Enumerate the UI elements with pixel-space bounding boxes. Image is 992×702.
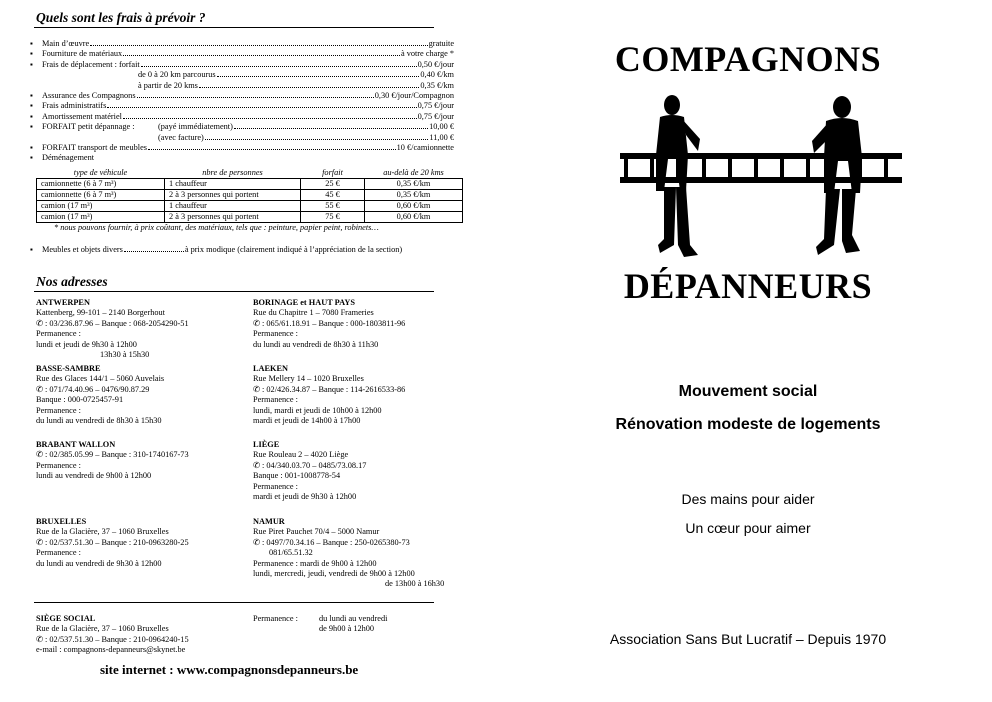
moving-table	[36, 168, 463, 223]
website-link[interactable]: site internet : www.compagnonsdepanneurs.be	[100, 662, 359, 677]
fee-item: de 0 à 20 km parcourus 0,40 €/km	[138, 70, 454, 80]
ladder-carriers-illustration	[620, 95, 902, 271]
ladder-carriers-icon	[620, 95, 902, 271]
address-bruxelles: BRUXELLES Rue de la Glacière, 37 – 1060 Bruxelles ✆ : 02/537.51.30 – Banque : 210-0963280-25 Permanence : du lundi au vendredi de 9h30 à 12h00	[36, 517, 189, 568]
table-cell: camionnette (6 à 7 m³)	[37, 190, 165, 201]
address-siege: SIÈGE SOCIAL Rue de la Glacière, 37 – 1060 Bruxelles ✆ : 02/537.51.30 – Banque : 210-0964240-15 e-mail : compagnons-depanneurs@skynet.be	[36, 614, 189, 655]
cover-subtitle-2: Rénovation modeste de logements	[615, 416, 881, 433]
table-cell: 45 €	[301, 190, 365, 201]
fee-item: ▪ Main d’œuvre gratuite	[30, 39, 454, 49]
fee-item: ▪ Frais de déplacement : forfait 0,50 €/jour	[30, 60, 454, 70]
table-row	[37, 190, 463, 201]
table-cell: 75 €	[301, 212, 365, 223]
table-cell: 25 €	[301, 179, 365, 190]
table-cell: 2 à 3 personnes qui portent	[165, 212, 301, 223]
fees-title: Quels sont les frais à prévoir ?	[36, 10, 206, 25]
table-cell: 0,60 €/km	[365, 212, 463, 223]
table-cell: camion (17 m³)	[37, 201, 165, 212]
table-cell: 1 chauffeur	[165, 201, 301, 212]
table-header: au-delà de 20 kms	[383, 168, 444, 177]
table-cell: 2 à 3 personnes qui portent	[165, 190, 301, 201]
divider	[34, 602, 434, 603]
address-borinage: BORINAGE et HAUT PAYS Rue du Chapitre 1 – 7080 Frameries ✆ : 065/61.18.91 – Banque : 000-1803811-96 Permanence : du lundi au vendredi de 8h30 à 11h30	[253, 298, 406, 349]
table-header: forfait	[322, 168, 343, 177]
table-cell: 55 €	[301, 201, 365, 212]
fee-item: ▪ Fourniture de matériaux à votre charge *	[30, 49, 454, 59]
table-row	[37, 179, 463, 190]
address-name: SIÈGE SOCIAL	[36, 614, 96, 623]
address-name: NAMUR	[253, 517, 285, 526]
cover-motto-1: Des mains pour aider	[681, 491, 815, 507]
address-antwerpen: ANTWERPEN Kattenberg, 99-101 – 2140 Borgerhout ✆ : 03/236.87.96 – Banque : 068-2054290-51 Permanence : lundi et jeudi de 9h30 à 12h00 13h30 à 15h30	[36, 298, 189, 360]
address-brabant-wallon: BRABANT WALLON ✆ : 02/385.05.99 – Banque : 310-1740167-73 Permanence : lundi au vendredi de 9h00 à 12h00	[36, 440, 189, 481]
address-name: ANTWERPEN	[36, 298, 90, 307]
table-row	[37, 212, 463, 223]
table-header: nbre de personnes	[202, 168, 263, 177]
table-row	[37, 201, 463, 212]
table-cell: camion (17 m³)	[37, 212, 165, 223]
moving-table-wrap	[36, 168, 463, 233]
address-name: LAEKEN	[253, 364, 289, 373]
fee-item: ▪ Frais administratifs 0,75 €/jour	[30, 101, 454, 111]
cover-motto-2: Un cœur pour aimer	[685, 520, 811, 536]
fee-item: ▪ Assurance des Compagnons 0,30 €/jour/Compagnon	[30, 91, 454, 101]
fee-item: ▪ Amortissement matériel 0,75 €/jour	[30, 112, 454, 122]
fee-item: ▪ FORFAIT petit dépannage : (payé immédiatement) 10,00 €	[30, 122, 454, 132]
fee-item: ▪ FORFAIT transport de meubles 10 €/camionnette	[30, 143, 454, 153]
address-basse-sambre: BASSE-SAMBRE Rue des Glaces 144/1 – 5060 Auvelais ✆ : 071/74.40.96 – 0476/90.87.29 Banque : 000-0725457-91 Permanence : du lundi au vendredi de 8h30 à 15h30	[36, 364, 165, 426]
siege-permanence: Permanence : du lundi au vendredi de 9h00 à 12h00	[253, 614, 388, 634]
cover-title-1: COMPAGNONS	[614, 39, 882, 79]
address-name: BASSE-SAMBRE	[36, 364, 101, 373]
table-header: type de véhicule	[73, 168, 128, 177]
address-name: BRUXELLES	[36, 517, 87, 526]
cover-subtitle-1: Mouvement social	[678, 383, 818, 400]
address-liege: LIÈGE Rue Rouleau 2 – 4020 Liège ✆ : 04/340.03.70 – 0485/73.08.17 Banque : 001-1008778-54 Permanence : mardi et jeudi de 9h30 à 12h00	[253, 440, 367, 502]
fee-item: à partir de 20 kms 0,35 €/km	[138, 80, 454, 90]
cover-footer: Association Sans But Lucratif – Depuis 1970	[609, 631, 887, 647]
fee-item: ▪ Déménagement	[30, 153, 454, 163]
divider	[34, 27, 434, 28]
cover-title-2: DÉPANNEURS	[623, 266, 873, 306]
table-cell: camionnette (6 à 7 m³)	[37, 179, 165, 190]
fee-item: (avec facture) 11,00 €	[158, 132, 454, 142]
table-cell: 0,60 €/km	[365, 201, 463, 212]
table-cell: 0,35 €/km	[365, 179, 463, 190]
table-cell: 1 chauffeur	[165, 179, 301, 190]
meubles-line: ▪ Meubles et objets divers à prix modique (clairement indiqué à l’appréciation de la section)	[30, 245, 454, 255]
fees-list	[30, 39, 454, 164]
table-cell: 0,35 €/km	[365, 190, 463, 201]
address-namur: NAMUR Rue Piret Pauchet 70/4 – 5000 Namur ✆ : 0497/70.34.16 – Banque : 250-0265380-73 081/65.51.32 Permanence : mardi de 9h00 à 12h00 lundi, mercredi, jeudi, vendredi de 9h00 à 12h00 de 13h00 à 16h30	[253, 517, 445, 589]
addresses-title: Nos adresses	[36, 274, 108, 289]
materials-note: * nous pouvons fournir, à prix coûtant, des matériaux, tels que : peinture, papier peint, robinets…	[54, 223, 379, 232]
address-name: BRABANT WALLON	[36, 440, 116, 449]
address-name: LIÈGE	[253, 440, 280, 449]
address-laeken: LAEKEN Rue Mellery 14 – 1020 Bruxelles ✆ : 02/426.34.87 – Banque : 114-2616533-86 Permanence : lundi, mardi et jeudi de 10h00 à 12h00 mardi et jeudi de 14h00 à 17h00	[253, 364, 406, 426]
address-name: BORINAGE et HAUT PAYS	[253, 298, 355, 307]
divider	[34, 291, 434, 292]
